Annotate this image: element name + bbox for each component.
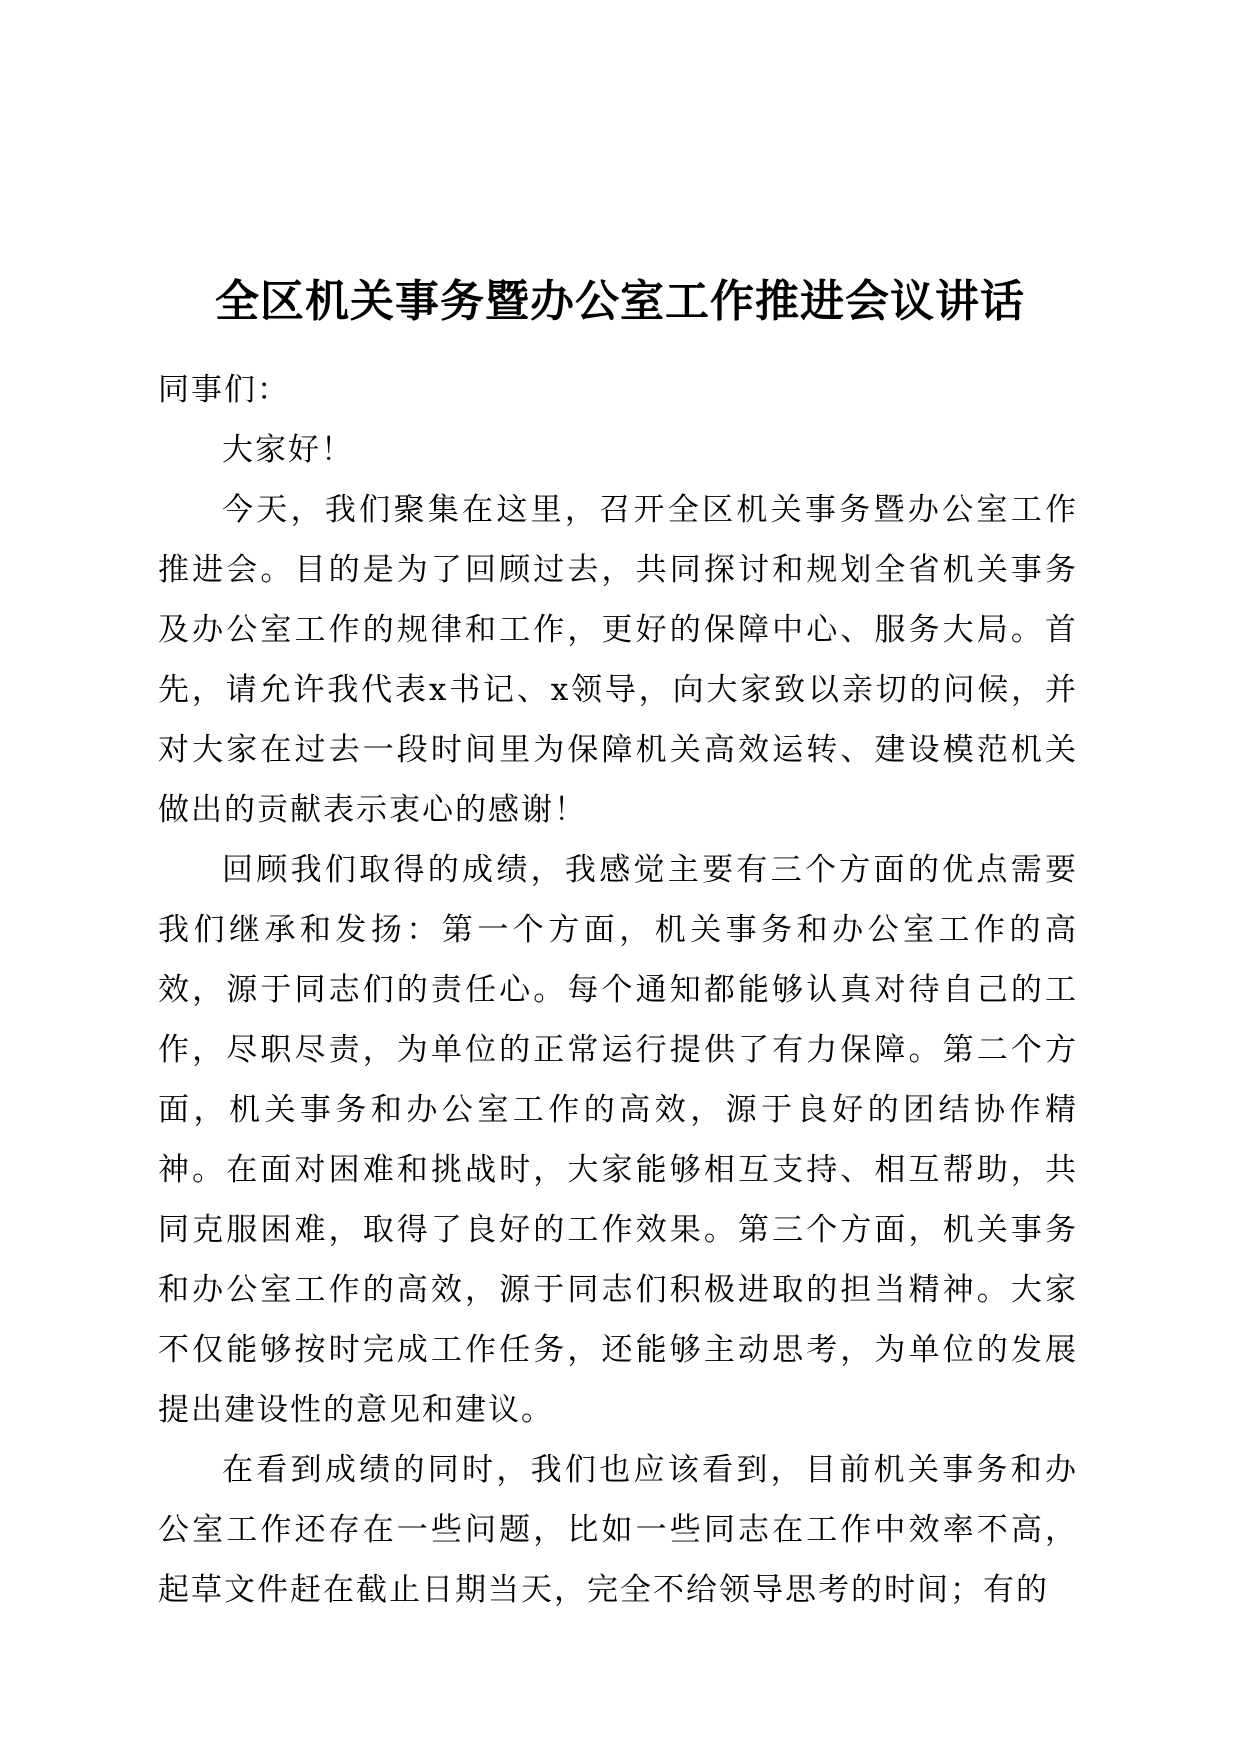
paragraph-opening: 今天，我们聚集在这里，召开全区机关事务暨办公室工作推进会。目的是为了回顾过去，共同探讨和规划全省机关事务及办公室工作的规律和工作，更好的保障中心、服务大局。首先，请允许我代表x书记、x领导，向大家致以亲切的问候，并对大家在过去一段时间里为保障机关高效运转、建设模范机关做出的贡献表示衷心的感谢！ bbox=[158, 492, 1078, 828]
document-title: 全区机关事务暨办公室工作推进会议讲话 bbox=[215, 276, 1025, 327]
document-body bbox=[158, 360, 1078, 1620]
paragraph-problems: 在看到成绩的同时，我们也应该看到，目前机关事务和办公室工作还存在一些问题，比如一些同志在工作中效率不高，起草文件赶在截止日期当天，完全不给领导思考的时间；有的 bbox=[158, 1452, 1078, 1608]
salutation: 同事们： bbox=[158, 372, 290, 408]
paragraph-greeting: 大家好！ bbox=[222, 432, 354, 468]
paragraph-achievements: 回顾我们取得的成绩，我感觉主要有三个方面的优点需要我们继承和发扬：第一个方面，机关事务和办公室工作的高效，源于同志们的责任心。每个通知都能够认真对待自己的工作，尽职尽责，为单位的正常运行提供了有力保障。第二个方面，机关事务和办公室工作的高效，源于良好的团结协作精神。在面对困难和挑战时，大家能够相互支持、相互帮助，共同克服困难，取得了良好的工作效果。第三个方面，机关事务和办公室工作的高效，源于同志们积极进取的担当精神。大家不仅能够按时完成工作任务，还能够主动思考，为单位的发展提出建设性的意见和建议。 bbox=[158, 852, 1078, 1428]
